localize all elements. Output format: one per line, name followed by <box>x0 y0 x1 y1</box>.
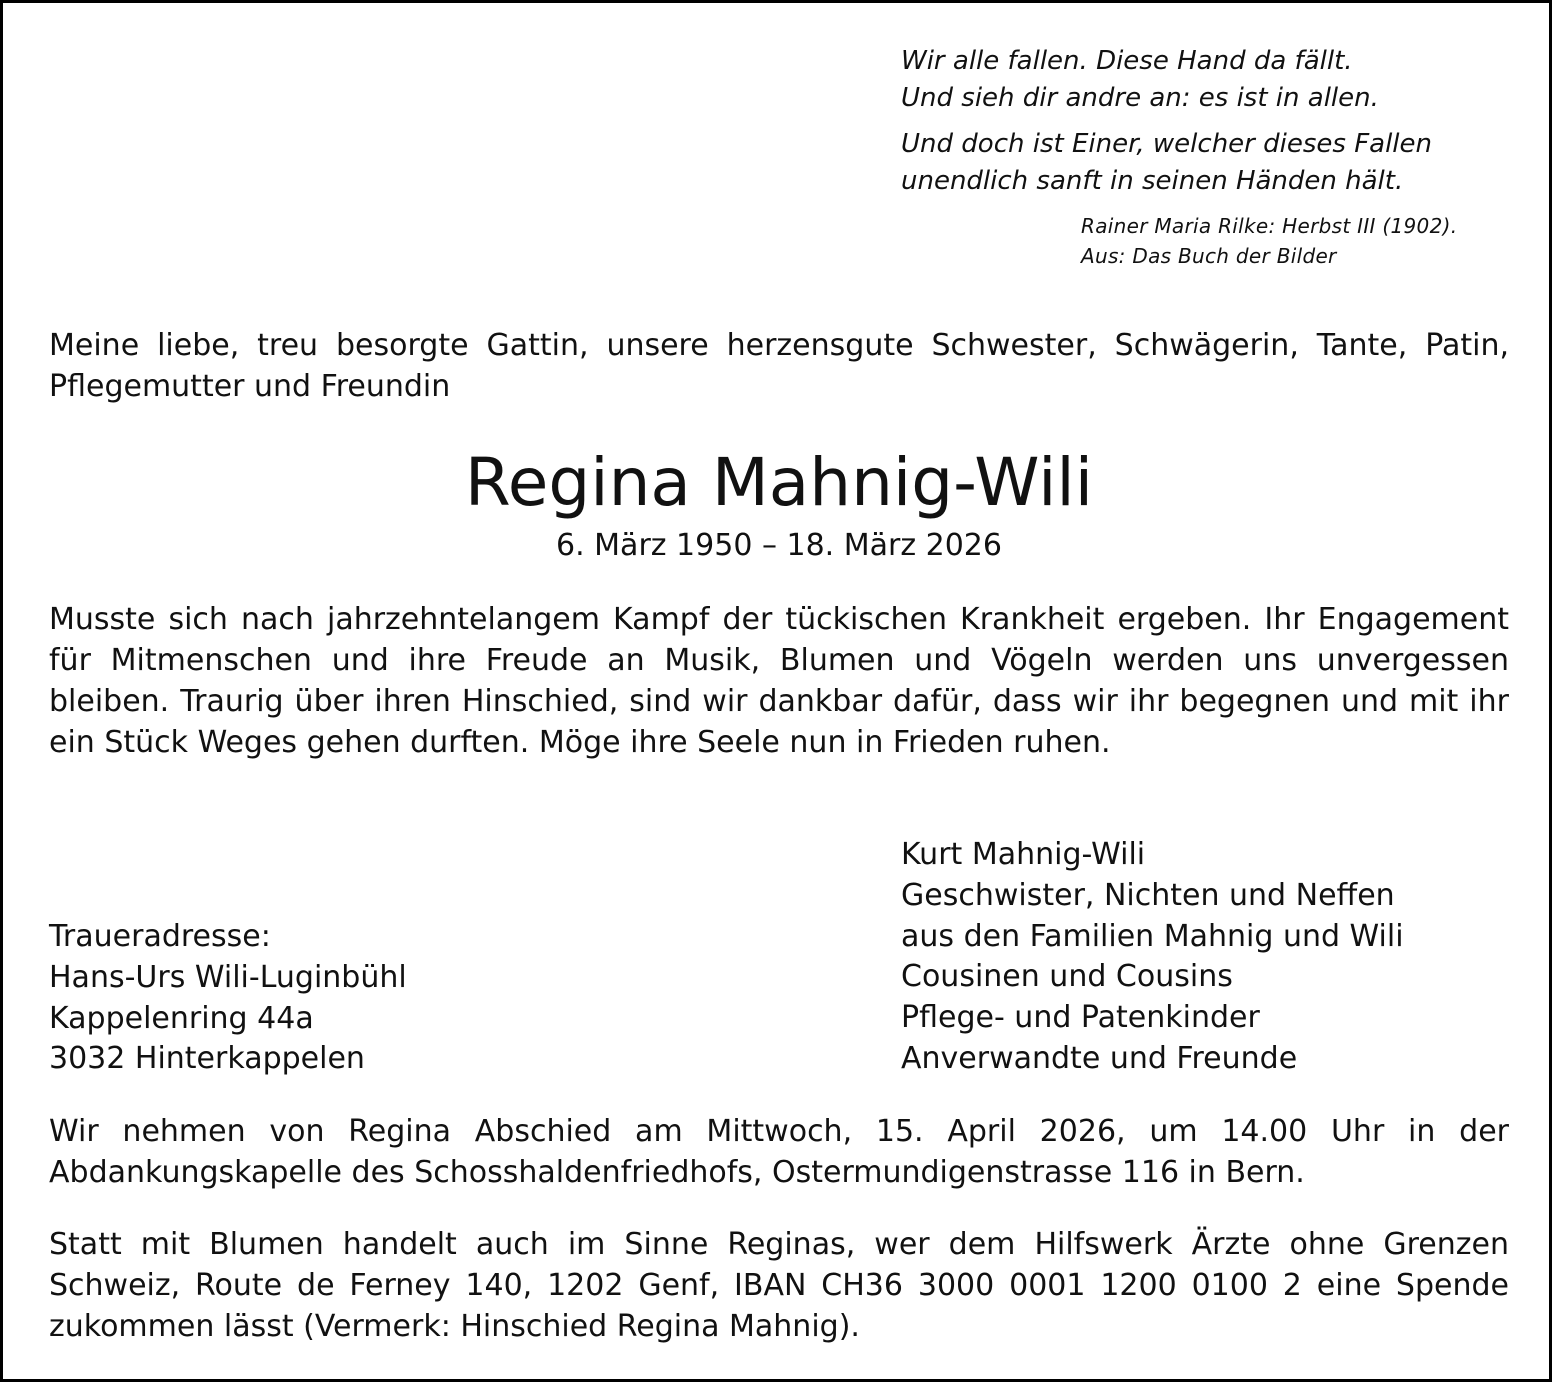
deceased-name: Regina Mahnig-Wili <box>464 444 1094 521</box>
obituary-text: Musste sich nach jahrzehntelangem Kampf der tückischen Krankheit ergeben. Ihr Engagement für Mitmenschen und ihre Freude an Musik, Blumen und Vögeln werden uns unvergessen bleiben. Traurig über ihren Hinschied, sind wir dankbar dafür, dass wir ihr begegnen und mit ihr ein Stück Weges gehen durften. Möge ihre Seele nun in Frieden ruhen. <box>49 602 1509 760</box>
poem-line: Wir alle fallen. Diese Hand da fällt. <box>901 46 1353 76</box>
mourning-address <box>49 917 407 1080</box>
poem-stanza <box>901 43 1432 117</box>
poem-stanza <box>901 126 1432 200</box>
life-dates: 6. März 1950 – 18. März 2026 <box>556 528 1002 563</box>
address-line: Hans-Urs Wili-Luginbühl <box>49 959 407 995</box>
address-label: Traueradresse: <box>49 919 271 954</box>
mourner-line: Anverwandte und Freunde <box>901 1040 1298 1076</box>
mourner-line: Geschwister, Nichten und Neffen <box>901 877 1395 913</box>
address-line: 3032 Hinterkappelen <box>49 1041 365 1077</box>
poem-quote <box>901 43 1432 200</box>
intro-text: Meine liebe, treu besorgte Gattin, unsere herzensgute Schwester, Schwägerin, Tante, Patin, Pflegemutter und Freundin <box>49 328 1509 404</box>
poem-source <box>1081 211 1457 271</box>
mourner-line: Cousinen und Cousins <box>901 959 1233 995</box>
mourner-line: aus den Familien Mahnig und Wili <box>901 918 1404 954</box>
poem-line: Und sieh dir andre an: es ist in allen. <box>901 83 1379 113</box>
address-line: Kappelenring 44a <box>49 1000 314 1036</box>
poem-source-line: Aus: Das Buch der Bilder <box>1081 244 1337 268</box>
farewell-text: Wir nehmen von Regina Abschied am Mittwoch, 15. April 2026, um 14.00 Uhr in der Abdankungskapelle des Schosshaldenfriedhofs, Ostermundigenstrasse 116 in Bern. <box>49 1114 1509 1190</box>
poem-source-line: Rainer Maria Rilke: Herbst III (1902). <box>1081 214 1458 238</box>
poem-line: unendlich sanft in seinen Händen hält. <box>901 166 1404 196</box>
mourners-list <box>901 835 1404 1080</box>
donation-text: Statt mit Blumen handelt auch im Sinne Reginas, wer dem Hilfswerk Ärzte ohne Grenzen Schweiz, Route de Ferney 140, 1202 Genf, IBAN CH36 3000 0001 1200 0100 2 eine Spende zukommen lässt (Vermerk: Hinschied Regina Mahnig). <box>49 1227 1509 1344</box>
mourner-line: Kurt Mahnig-Wili <box>901 837 1146 872</box>
poem-line: Und doch ist Einer, welcher dieses Fallen <box>901 129 1433 159</box>
mourner-line: Pflege- und Patenkinder <box>901 1000 1260 1036</box>
